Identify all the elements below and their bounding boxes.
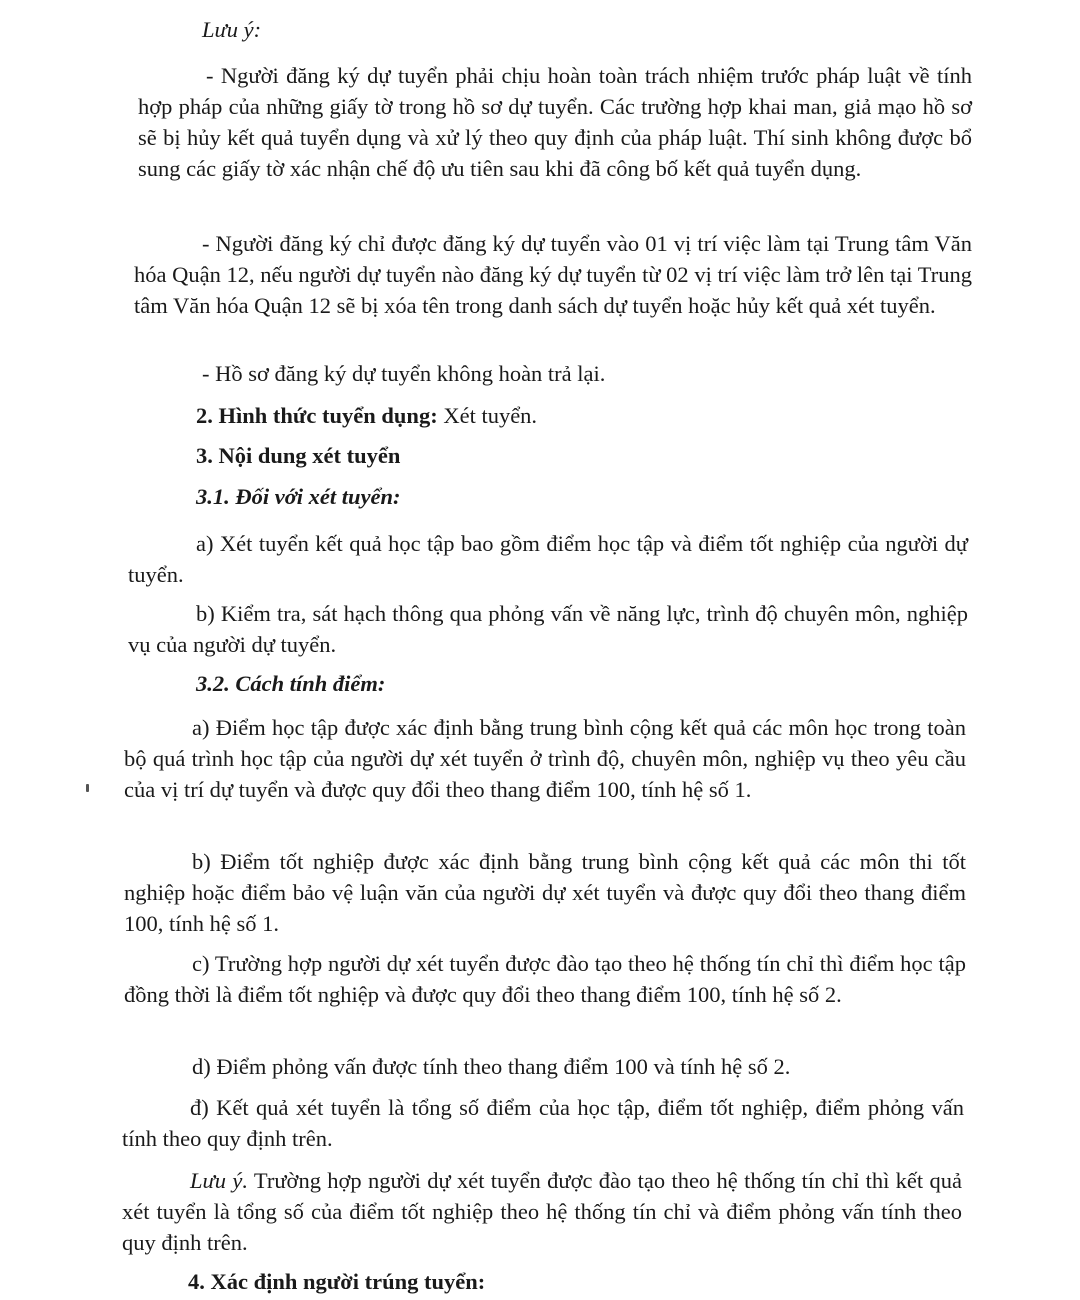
scan-speck <box>86 784 89 792</box>
section3-2-note-label: Lưu ý. <box>190 1168 248 1193</box>
note-item-2: - Người đăng ký chỉ được đăng ký dự tuyển vào 01 vị trí việc làm tại Trung tâm Văn hóa Quận 12, nếu người dự tuyển nào đăng ký dự tuyển từ 02 vị trí việc làm trở lên tại Trung tâm Văn hóa Quận 12 sẽ bị xóa tên trong danh sách dự tuyển hoặc hủy kết quả xét tuyển. <box>134 231 972 318</box>
section3-1-item-a: a) Xét tuyển kết quả học tập bao gồm điểm học tập và điểm tốt nghiệp của người dự tuyển. <box>128 531 968 587</box>
section3-2-note <box>122 1165 962 1258</box>
note-label: Lưu ý: <box>202 17 262 42</box>
section3-2-item-dd: đ) Kết quả xét tuyển là tổng số điểm của học tập, điểm tốt nghiệp, điểm phỏng vấn tính theo quy định trên. <box>122 1095 964 1151</box>
section2-line <box>196 400 537 431</box>
section3-2-item-d: d) Điểm phỏng vấn được tính theo thang điểm 100 và tính hệ số 2. <box>192 1054 791 1079</box>
section3-2-item-b: b) Điểm tốt nghiệp được xác định bằng trung bình cộng kết quả các môn thi tốt nghiệp hoặc điểm bảo vệ luận văn của người dự xét tuyển và được quy đổi theo thang điểm 100, tính hệ số 1. <box>124 849 966 936</box>
section3-2-note-text: Trường hợp người dự xét tuyển được đào tạo theo hệ thống tín chỉ thì kết quả xét tuyển là tổng số của điểm tốt nghiệp theo hệ thống tín chỉ và điểm phỏng vấn tính theo quy định trên. <box>122 1168 962 1255</box>
section2-heading: 2. Hình thức tuyển dụng: <box>196 403 438 428</box>
section3-1-heading: 3.1. Đối với xét tuyển: <box>196 484 401 509</box>
section2-value: Xét tuyển. <box>437 403 538 428</box>
note-item-1: - Người đăng ký dự tuyển phải chịu hoàn toàn trách nhiệm trước pháp luật về tính hợp pháp của những giấy tờ trong hồ sơ dự tuyển. Các trường hợp khai man, giả mạo hồ sơ sẽ bị hủy kết quả tuyển dụng và xử lý theo quy định của pháp luật. Thí sinh không được bổ sung các giấy tờ xác nhận chế độ ưu tiên sau khi đã công bố kết quả tuyển dụng. <box>138 63 972 181</box>
section3-2-item-c: c) Trường hợp người dự xét tuyển được đào tạo theo hệ thống tín chỉ thì điểm học tập đồng thời là điểm tốt nghiệp và được quy đổi theo thang điểm 100, tính hệ số 2. <box>124 951 966 1007</box>
note-item-3: - Hồ sơ đăng ký dự tuyển không hoàn trả lại. <box>202 361 606 386</box>
section4-heading: 4. Xác định người trúng tuyển: <box>188 1269 486 1294</box>
section3-2-item-a: a) Điểm học tập được xác định bằng trung bình cộng kết quả các môn học trong toàn bộ quá trình học tập của người dự xét tuyển ở trình độ, chuyên môn, nghiệp vụ theo yêu cầu của vị trí dự tuyển và được quy đổi theo thang điểm 100, tính hệ số 1. <box>124 715 966 802</box>
section3-heading: 3. Nội dung xét tuyển <box>196 443 401 468</box>
section3-2-heading: 3.2. Cách tính điểm: <box>196 671 386 696</box>
section3-1-item-b: b) Kiểm tra, sát hạch thông qua phỏng vấn về năng lực, trình độ chuyên môn, nghiệp vụ của người dự tuyển. <box>128 601 968 657</box>
